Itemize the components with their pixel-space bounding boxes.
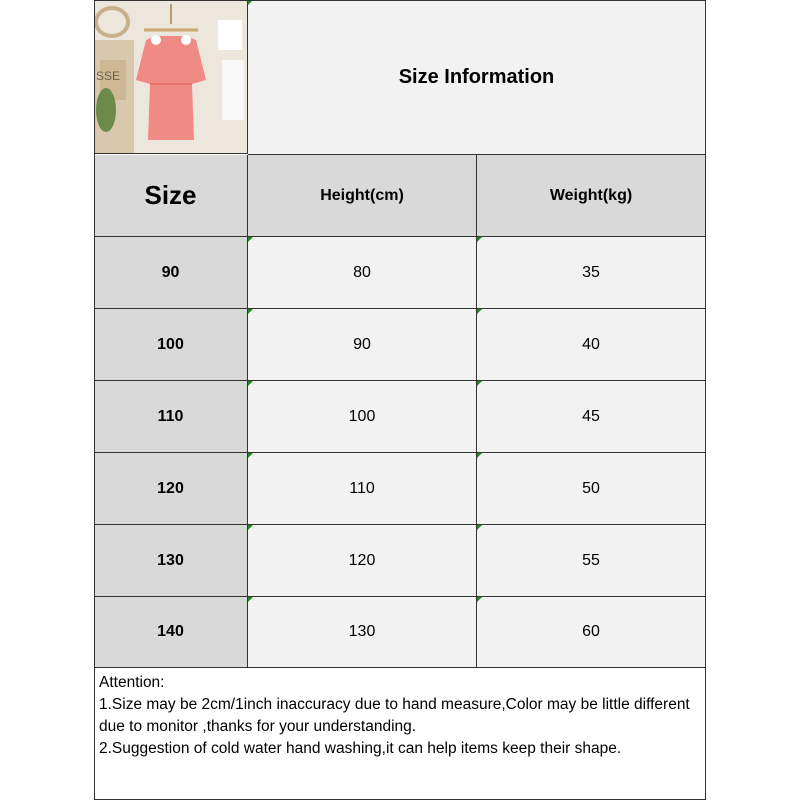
size-cell: [94, 309, 248, 381]
comment-marker-icon: [248, 237, 253, 242]
comment-marker-icon: [248, 381, 253, 386]
size-value: 90: [161, 263, 180, 281]
height-value: 110: [349, 479, 375, 497]
size-cell: [94, 597, 248, 668]
header-height: [248, 155, 477, 237]
height-cell: [248, 597, 477, 668]
height-cell: [248, 453, 477, 525]
height-value: 100: [348, 407, 376, 425]
notes-line-2: 2.Suggestion of cold water hand washing,it can help items keep their shape.: [99, 740, 622, 757]
weight-cell: [477, 597, 706, 668]
size-value: 130: [157, 551, 184, 569]
weight-value: 55: [582, 551, 600, 569]
svg-text:SSE: SSE: [96, 69, 121, 83]
attention-notes: [94, 668, 706, 800]
header-weight-label: Weight(kg): [549, 186, 633, 204]
weight-cell: [477, 381, 706, 453]
weight-cell: [477, 237, 706, 309]
comment-marker-icon: [248, 0, 253, 5]
comment-marker-icon: [477, 597, 482, 602]
height-cell: [248, 525, 477, 597]
height-cell: [248, 237, 477, 309]
comment-marker-icon: [477, 525, 482, 530]
weight-cell: [477, 525, 706, 597]
size-chart: [94, 0, 706, 800]
header-weight: [477, 155, 706, 237]
weight-value: 35: [582, 263, 600, 281]
comment-marker-icon: [477, 309, 482, 314]
size-cell: [94, 237, 248, 309]
size-information-title: [248, 0, 706, 155]
weight-value: 40: [582, 335, 600, 353]
comment-marker-icon: [248, 453, 253, 458]
size-cell: [94, 381, 248, 453]
comment-marker-icon: [477, 453, 482, 458]
height-value: 80: [353, 263, 371, 281]
dress-image: [94, 0, 248, 154]
height-cell: [248, 309, 477, 381]
comment-marker-icon: [248, 597, 253, 602]
size-value: 140: [157, 623, 184, 640]
size-value: 100: [157, 335, 184, 353]
notes-line-1: 1.Size may be 2cm/1inch inaccuracy due to hand measure,Color may be little different due to monitor ,thanks for your understanding.: [99, 696, 690, 735]
comment-marker-icon: [477, 381, 482, 386]
comment-marker-icon: [248, 309, 253, 314]
weight-value: 50: [582, 479, 600, 497]
title-text: Size Information: [398, 65, 555, 88]
height-value: 90: [353, 335, 371, 353]
weight-cell: [477, 309, 706, 381]
notes-heading: Attention:: [99, 674, 165, 691]
header-size-label: Size: [144, 180, 197, 210]
size-cell: [94, 453, 248, 525]
size-value: 110: [157, 407, 184, 425]
comment-marker-icon: [248, 525, 253, 530]
product-photo: [94, 0, 248, 154]
weight-cell: [477, 453, 706, 525]
weight-value: 60: [582, 623, 600, 640]
header-size: [94, 155, 248, 237]
header-height-label: Height(cm): [320, 186, 404, 204]
height-value: 120: [348, 551, 376, 569]
comment-marker-icon: [477, 237, 482, 242]
weight-value: 45: [582, 407, 600, 425]
height-cell: [248, 381, 477, 453]
size-cell: [94, 525, 248, 597]
height-value: 130: [348, 623, 376, 640]
size-value: 120: [157, 479, 184, 497]
